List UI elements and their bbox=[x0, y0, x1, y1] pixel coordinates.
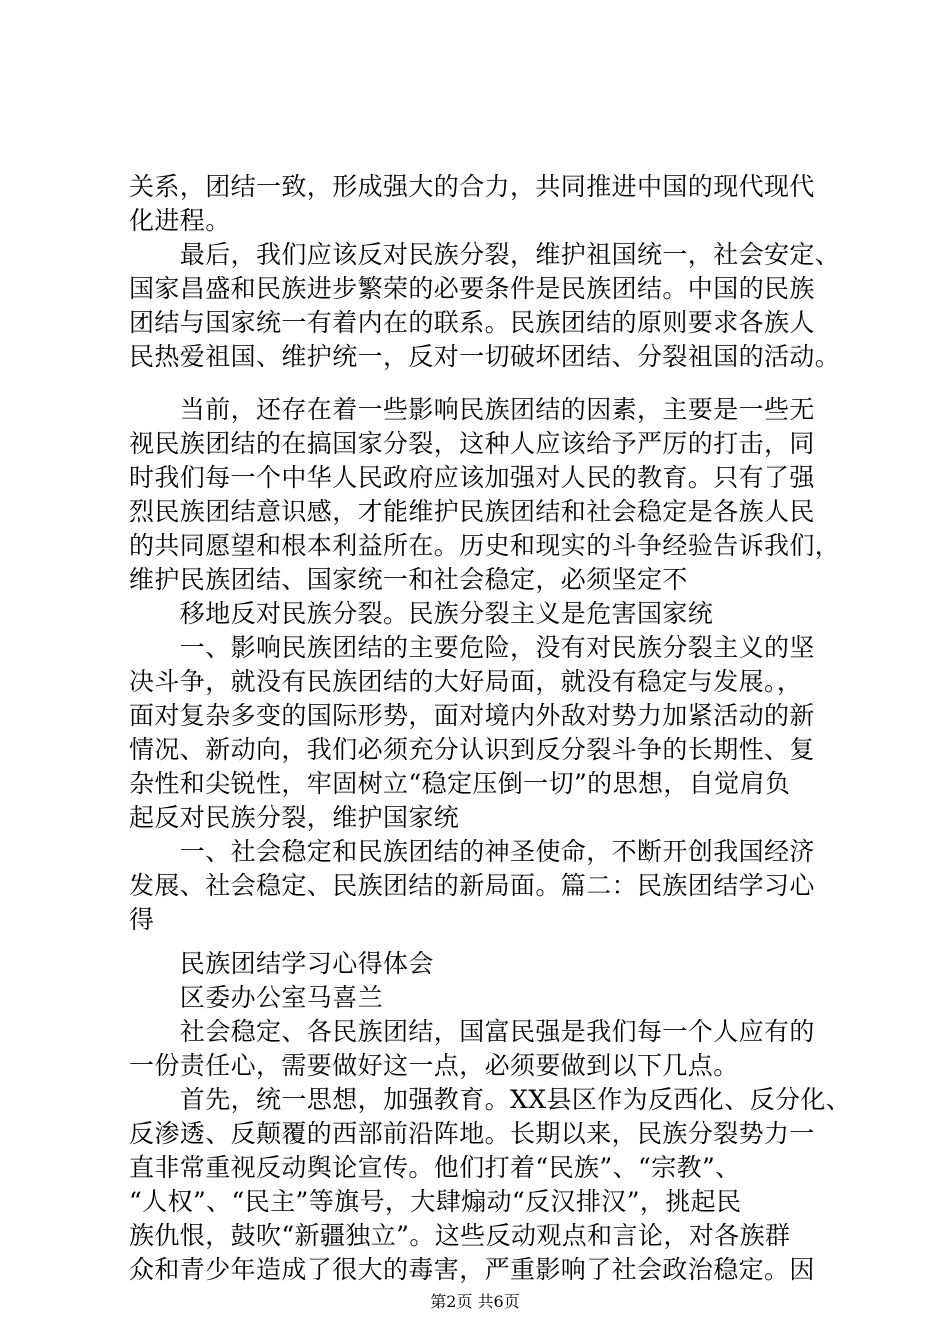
text-line: 民热爱祖国、维护统一，反对一切破坏团结、分裂祖国的活动。 bbox=[129, 342, 841, 371]
text-line: 一、社会稳定和民族团结的神圣使命，不断开创我国经济 bbox=[129, 837, 815, 866]
text-line: 关系，团结一致，形成强大的合力，共同推进中国的现代现代 bbox=[129, 172, 815, 201]
text-line: 面对复杂多变的国际形势，面对境内外敌对势力加紧活动的新 bbox=[129, 701, 815, 730]
page-number-footer: 第2页 共6页 bbox=[430, 1292, 520, 1311]
text-line: 众和青少年造成了很大的毒害，严重影响了社会政治稳定。因 bbox=[129, 1255, 815, 1284]
text-line: 移地反对民族分裂。民族分裂主义是危害国家统 bbox=[129, 599, 714, 628]
text-line: 的共同愿望和根本利益所在。历史和现实的斗争经验告诉我们， bbox=[129, 531, 841, 560]
text-line: 起反对民族分裂，维护国家统 bbox=[129, 803, 460, 832]
text-line: 直非常重视反动舆论宣传。他们打着“民族”、“宗教”、 bbox=[129, 1153, 741, 1182]
text-line: 化进程。 bbox=[129, 206, 231, 235]
text-line: 情况、新动向，我们必须充分认识到反分裂斗争的长期性、复 bbox=[129, 735, 815, 764]
text-line: 得 bbox=[129, 905, 155, 934]
text-line: 团结与国家统一有着内在的联系。民族团结的原则要求各族人 bbox=[129, 308, 815, 337]
text-line: 维护民族团结、国家统一和社会稳定，必须坚定不 bbox=[129, 565, 688, 594]
text-line: 决斗争，就没有民族团结的大好局面，就没有稳定与发展。， bbox=[129, 667, 803, 696]
text-line: 一、影响民族团结的主要危险，没有对民族分裂主义的坚 bbox=[129, 633, 815, 662]
text-line: 社会稳定、各民族团结，国富民强是我们每一个人应有的 bbox=[129, 1017, 815, 1046]
text-line: 反渗透、反颠覆的西部前沿阵地。长期以来，民族分裂势力一 bbox=[129, 1119, 815, 1148]
text-line: 发展、社会稳定、民族团结的新局面。篇二：民族团结学习心 bbox=[129, 871, 815, 900]
text-line: 一份责任心，需要做好这一点，必须要做到以下几点。 bbox=[129, 1051, 739, 1080]
text-line: 国家昌盛和民族进步繁荣的必要条件是民族团结。中国的民族 bbox=[129, 274, 815, 303]
text-line: “人权”、“民主”等旗号，大肆煽动“反汉排汉”，挑起民 bbox=[129, 1187, 742, 1216]
text-line: 当前，还存在着一些影响民族团结的因素，主要是一些无 bbox=[129, 395, 815, 424]
text-line: 烈民族团结意识感，才能维护民族团结和社会稳定是各族人民 bbox=[129, 497, 815, 526]
text-line: 民族团结学习心得体会 bbox=[129, 949, 434, 978]
text-line: 区委办公室马喜兰 bbox=[129, 983, 384, 1012]
text-line: 时我们每一个中华人民政府应该加强对人民的教育。只有了强 bbox=[129, 463, 815, 492]
text-line: 族仇恨，鼓吹“新疆独立”。这些反动观点和言论，对各族群 bbox=[129, 1221, 791, 1250]
text-line: 最后，我们应该反对民族分裂，维护祖国统一，社会安定、 bbox=[129, 240, 841, 269]
text-line: 视民族团结的在搞国家分裂，这种人应该给予严厉的打击，同 bbox=[129, 429, 815, 458]
text-line: 杂性和尖锐性，牢固树立“稳定压倒一切”的思想，自觉肩负 bbox=[129, 769, 791, 798]
text-line: 首先，统一思想，加强教育。XX县区作为反西化、反分化、 bbox=[129, 1085, 852, 1114]
